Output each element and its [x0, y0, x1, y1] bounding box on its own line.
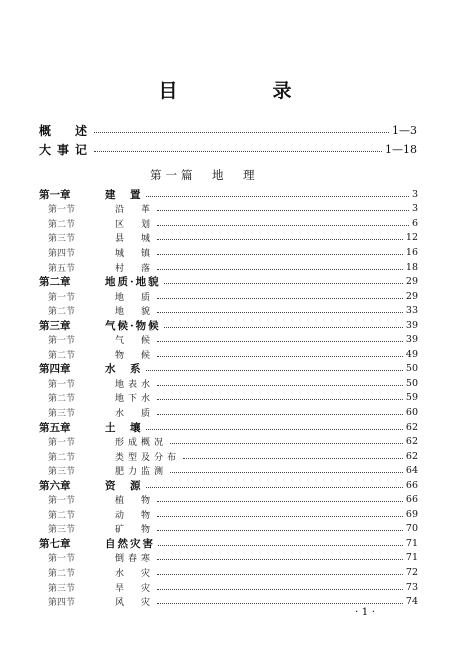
toc-entry-overview[interactable] — [39, 121, 417, 140]
section-number: 第五节 — [48, 263, 76, 274]
chapter-number: 第一章 — [39, 188, 71, 201]
toc-list — [39, 187, 418, 609]
section-title: 类型及分布 — [115, 452, 181, 463]
section-number: 第二节 — [48, 568, 76, 579]
chapter-number: 第三章 — [39, 319, 71, 332]
toc-chapter-row[interactable] — [39, 274, 418, 289]
dot-leader — [183, 458, 403, 459]
section-title: 动 物 — [115, 510, 155, 521]
section-title: 水 质 — [115, 408, 155, 419]
section-number: 第一节 — [48, 496, 76, 507]
intro-list — [39, 121, 417, 159]
section-number: 第三节 — [48, 467, 76, 478]
section-page: 29 — [405, 290, 418, 302]
section-title: 气 候 — [115, 336, 155, 347]
dot-leader — [157, 559, 403, 560]
section-page: 6 — [411, 217, 418, 229]
chapter-number: 第五章 — [39, 421, 71, 434]
section-page: 74 — [405, 596, 418, 608]
section-title: 地 质 — [115, 292, 155, 303]
dot-leader — [146, 370, 403, 371]
toc-section-row[interactable] — [39, 580, 418, 595]
section-title: 地表水 — [115, 379, 155, 390]
section-page: 62 — [405, 436, 418, 448]
section-number: 第一节 — [48, 438, 76, 449]
section-title: 矿 物 — [115, 525, 155, 536]
section-page: 70 — [405, 523, 418, 535]
chapter-page: 39 — [405, 319, 418, 331]
section-title: 水 灾 — [115, 568, 155, 579]
section-title: 县 城 — [115, 234, 155, 245]
section-page: 49 — [405, 348, 418, 360]
toc-section-row[interactable] — [39, 260, 418, 275]
chapter-title: 资 源 — [105, 479, 143, 492]
chapter-title: 自然灾害 — [105, 537, 155, 550]
toc-section-row[interactable] — [39, 231, 418, 246]
section-number: 第三节 — [48, 525, 76, 536]
dot-leader — [157, 312, 403, 313]
toc-chapter-row[interactable] — [39, 318, 418, 333]
dot-leader — [157, 501, 403, 502]
toc-section-row[interactable] — [39, 522, 418, 537]
chapter-page: 62 — [405, 421, 418, 433]
dot-leader — [157, 239, 403, 240]
section-number: 第一节 — [48, 292, 76, 303]
section-title: 地下水 — [115, 394, 155, 405]
toc-section-row[interactable] — [39, 376, 418, 391]
section-title: 旱 灾 — [115, 583, 155, 594]
dot-leader — [146, 429, 403, 430]
section-number: 第一节 — [48, 205, 76, 216]
toc-chapter-row[interactable] — [39, 187, 418, 202]
toc-chapter-row[interactable] — [39, 420, 418, 435]
chapter-page: 50 — [405, 363, 418, 375]
toc-entry-chronicle[interactable] — [39, 140, 417, 159]
dot-leader — [146, 487, 403, 488]
section-number: 第四节 — [48, 598, 76, 609]
entry-page: 1—3 — [392, 124, 417, 137]
chapter-page: 71 — [405, 537, 418, 549]
dot-leader — [157, 341, 403, 342]
section-page: 71 — [405, 552, 418, 564]
dot-leader — [164, 327, 403, 328]
dot-leader — [157, 385, 403, 386]
section-page: 33 — [405, 305, 418, 317]
toc-section-row[interactable] — [39, 391, 418, 406]
toc-chapter-row[interactable] — [39, 362, 418, 377]
section-title: 城 镇 — [115, 248, 155, 259]
toc-section-row[interactable] — [39, 463, 418, 478]
chapter-title: 气候·物候 — [105, 319, 161, 332]
section-number: 第一节 — [48, 336, 76, 347]
toc-section-row[interactable] — [39, 492, 418, 507]
dot-leader — [157, 298, 403, 299]
toc-section-row[interactable] — [39, 347, 418, 362]
section-number: 第二节 — [48, 219, 76, 230]
chapter-number: 第四章 — [39, 363, 71, 376]
section-page: 73 — [405, 581, 418, 593]
section-number: 第二节 — [48, 350, 76, 361]
section-page: 72 — [405, 566, 418, 578]
toc-section-row[interactable] — [39, 245, 418, 260]
section-number: 第三节 — [48, 583, 76, 594]
dot-leader — [94, 151, 382, 152]
dot-leader — [157, 269, 403, 270]
chapter-page: 3 — [411, 188, 418, 200]
section-number: 第三节 — [48, 408, 76, 419]
dot-leader — [157, 399, 403, 400]
dot-leader — [164, 283, 403, 284]
chapter-title: 水 系 — [105, 363, 143, 376]
dot-leader — [157, 589, 403, 590]
dot-leader — [157, 603, 403, 604]
section-page: 16 — [405, 246, 418, 258]
chapter-title: 土 壤 — [105, 421, 143, 434]
section-page: 66 — [405, 494, 418, 506]
section-number: 第一节 — [48, 554, 76, 565]
page-number: · 1 · — [355, 606, 376, 618]
section-number: 第二节 — [48, 394, 76, 405]
section-title: 村 落 — [115, 263, 155, 274]
toc-section-row[interactable] — [39, 449, 418, 464]
section-title: 肥力监测 — [115, 467, 168, 478]
section-title: 物 候 — [115, 350, 155, 361]
dot-leader — [157, 225, 409, 226]
section-title: 植 物 — [115, 496, 155, 507]
section-number: 第四节 — [48, 248, 76, 259]
section-title: 形成概况 — [115, 438, 168, 449]
dot-leader — [157, 516, 403, 517]
toc-section-row[interactable] — [39, 405, 418, 420]
section-page: 50 — [405, 377, 418, 389]
section-title: 倒春寒 — [115, 554, 155, 565]
part-title: 第一篇 地 理 — [150, 168, 259, 182]
section-page: 18 — [405, 261, 418, 273]
toc-section-row[interactable] — [39, 434, 418, 449]
dot-leader — [157, 414, 403, 415]
dot-leader — [157, 254, 403, 255]
toc-section-row[interactable] — [39, 507, 418, 522]
section-number: 第三节 — [48, 234, 76, 245]
entry-page: 1—18 — [385, 143, 417, 156]
section-number: 第一节 — [48, 379, 76, 390]
dot-leader — [94, 132, 389, 133]
dot-leader — [170, 472, 403, 473]
section-page: 62 — [405, 450, 418, 462]
dot-leader — [157, 356, 403, 357]
section-number: 第二节 — [48, 510, 76, 521]
toc-chapter-row[interactable] — [39, 536, 418, 551]
toc-section-row[interactable] — [39, 551, 418, 566]
section-page: 69 — [405, 508, 418, 520]
toc-section-row[interactable] — [39, 289, 418, 304]
dot-leader — [170, 443, 403, 444]
section-title: 地 貌 — [115, 307, 155, 318]
chapter-number: 第七章 — [39, 537, 71, 550]
chapter-title: 建 置 — [105, 188, 143, 201]
entry-label: 概 述 — [39, 124, 94, 138]
section-page: 59 — [405, 392, 418, 404]
chapter-page: 29 — [405, 276, 418, 288]
section-number: 第二节 — [48, 452, 76, 463]
section-page: 3 — [411, 203, 418, 215]
toc-section-row[interactable] — [39, 216, 418, 231]
toc-section-row[interactable] — [39, 303, 418, 318]
toc-chapter-row[interactable] — [39, 478, 418, 493]
toc-section-row[interactable] — [39, 332, 418, 347]
entry-label: 大事记 — [39, 143, 94, 157]
dot-leader — [158, 545, 403, 546]
section-title: 风 灾 — [115, 598, 155, 609]
dot-leader — [146, 196, 409, 197]
dot-leader — [157, 210, 409, 211]
section-page: 60 — [405, 406, 418, 418]
section-page: 12 — [405, 232, 418, 244]
page-title: 目 录 — [158, 80, 330, 102]
dot-leader — [157, 574, 403, 575]
section-title: 区 划 — [115, 219, 155, 230]
section-title: 沿 革 — [115, 205, 155, 216]
section-number: 第二节 — [48, 307, 76, 318]
section-page: 39 — [405, 334, 418, 346]
section-page: 64 — [405, 465, 418, 477]
chapter-title: 地质·地貌 — [105, 276, 161, 289]
toc-section-row[interactable] — [39, 202, 418, 217]
chapter-number: 第二章 — [39, 276, 71, 289]
dot-leader — [157, 530, 403, 531]
chapter-page: 66 — [405, 479, 418, 491]
chapter-number: 第六章 — [39, 479, 71, 492]
toc-section-row[interactable] — [39, 565, 418, 580]
